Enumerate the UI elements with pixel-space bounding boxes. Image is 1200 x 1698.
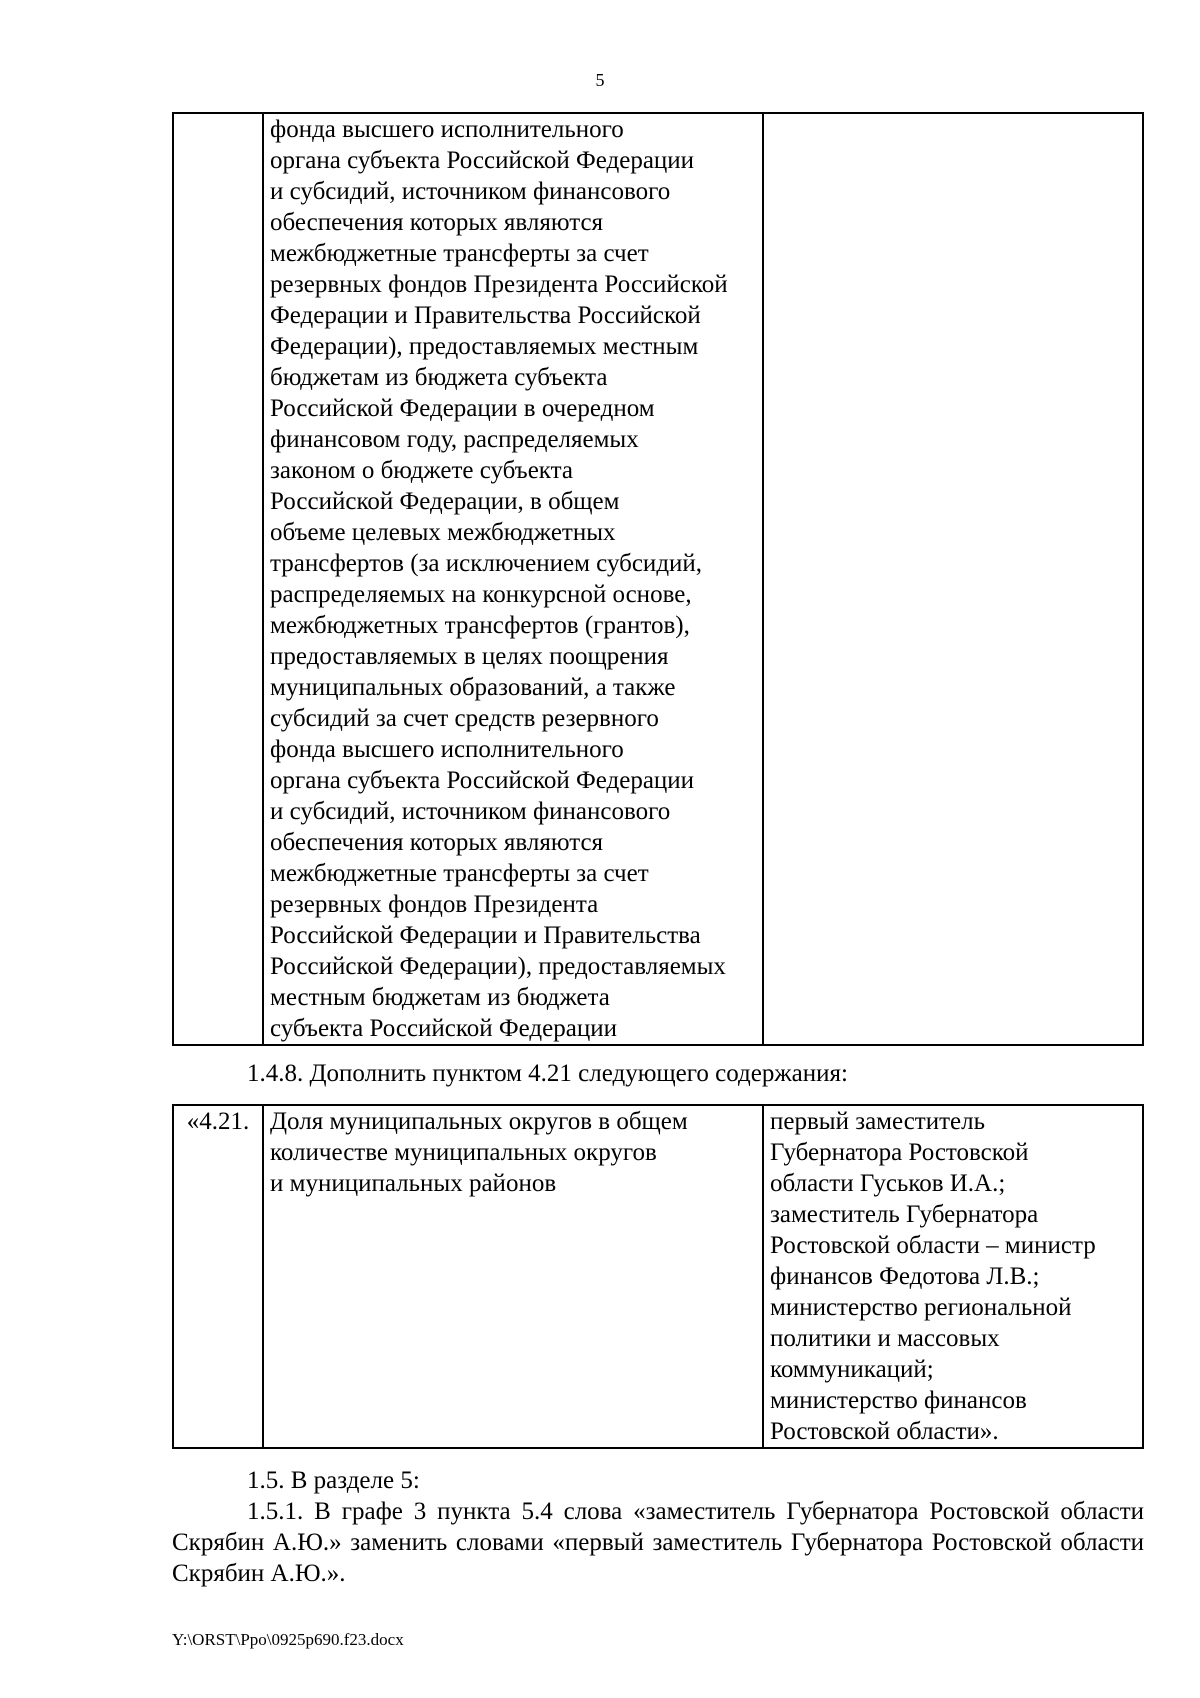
text-line: органа субъекта Российской Федерации bbox=[270, 147, 695, 174]
page-number: 5 bbox=[595, 70, 605, 90]
responsible-line: министерство региональной bbox=[770, 1294, 1072, 1321]
responsible-line: политики и массовых bbox=[770, 1325, 1000, 1352]
paragraph-1-5: 1.5. В разделе 5: bbox=[247, 1467, 420, 1494]
text-line: Доля муниципальных округов в общем bbox=[270, 1108, 688, 1135]
text-line: и субсидий, источником финансового bbox=[270, 178, 671, 205]
text-line: фонда высшего исполнительного bbox=[270, 736, 624, 763]
responsible-line: коммуникаций; bbox=[770, 1356, 934, 1383]
paragraph-1-4-8: 1.4.8. Дополнить пунктом 4.21 следующего содержания: bbox=[247, 1060, 848, 1087]
continuation-table bbox=[172, 112, 1144, 1046]
table-row bbox=[173, 1105, 1143, 1448]
table-row bbox=[173, 113, 1143, 1045]
text-line: межбюджетных трансфертов (грантов), bbox=[270, 612, 690, 639]
text-line: Российской Федерации и Правительства bbox=[270, 922, 701, 949]
text-line: резервных фондов Президента bbox=[270, 891, 599, 918]
text-line: местным бюджетам из бюджета bbox=[270, 984, 610, 1011]
item-text-cell bbox=[263, 113, 763, 1045]
responsible-line: Ростовской области – министр bbox=[770, 1232, 1096, 1259]
text-line: предоставляемых в целях поощрения bbox=[270, 643, 669, 670]
text-line: объеме целевых межбюджетных bbox=[270, 519, 616, 546]
text-line: и муниципальных районов bbox=[270, 1170, 557, 1197]
item-number-cell: «4.21. bbox=[173, 1105, 263, 1448]
text-line: субсидий за счет средств резервного bbox=[270, 705, 659, 732]
item-number-cell bbox=[173, 113, 263, 1045]
responsible-line: министерство финансов bbox=[770, 1387, 1027, 1414]
responsible-line: области Гуськов И.А.; bbox=[770, 1170, 1006, 1197]
text-line: межбюджетные трансферты за счет bbox=[270, 860, 649, 887]
text-line: Российской Федерации в очередном bbox=[270, 395, 655, 422]
responsible-line: финансов Федотова Л.В.; bbox=[770, 1263, 1040, 1290]
text-line: количестве муниципальных округов bbox=[270, 1139, 657, 1166]
text-line: законом о бюджете субъекта bbox=[270, 457, 573, 484]
responsible-line: заместитель Губернатора bbox=[770, 1201, 1039, 1228]
responsible-cell bbox=[763, 1105, 1143, 1448]
paragraph-1-5-1: 1.5.1. В графе 3 пункта 5.4 слова «заместитель Губернатора Ростовской области Скрябин А.Ю.» заменить словами «первый заместитель Губернатора Ростовской области Скрябин А.Ю.». bbox=[172, 1498, 1144, 1587]
text-line: Федерации), предоставляемых местным bbox=[270, 333, 699, 360]
text-line: фонда высшего исполнительного bbox=[270, 116, 624, 143]
item-4-21-table bbox=[172, 1104, 1144, 1449]
text-line: муниципальных образований, а также bbox=[270, 674, 676, 701]
responsible-line: Ростовской области». bbox=[770, 1418, 999, 1445]
responsible-line: Губернатора Ростовской bbox=[770, 1139, 1029, 1166]
text-line: распределяемых на конкурсной основе, bbox=[270, 581, 692, 608]
text-line: обеспечения которых являются bbox=[270, 829, 604, 856]
responsible-line: первый заместитель bbox=[770, 1108, 986, 1135]
text-line: бюджетам из бюджета субъекта bbox=[270, 364, 608, 391]
text-line: органа субъекта Российской Федерации bbox=[270, 767, 695, 794]
item-text-cell bbox=[263, 1105, 763, 1448]
text-line: резервных фондов Президента Российской bbox=[270, 271, 728, 298]
responsible-cell bbox=[763, 113, 1143, 1045]
text-line: обеспечения которых являются bbox=[270, 209, 604, 236]
text-line: субъекта Российской Федерации bbox=[270, 1015, 617, 1042]
footer-file-path: Y:\ORST\Ppo\0925p690.f23.docx bbox=[172, 1630, 404, 1649]
text-line: Федерации и Правительства Российской bbox=[270, 302, 701, 329]
text-line: трансфертов (за исключением субсидий, bbox=[270, 550, 703, 577]
text-line: и субсидий, источником финансового bbox=[270, 798, 671, 825]
text-line: финансовом году, распределяемых bbox=[270, 426, 639, 453]
text-line: межбюджетные трансферты за счет bbox=[270, 240, 649, 267]
text-line: Российской Федерации, в общем bbox=[270, 488, 620, 515]
text-line: Российской Федерации), предоставляемых bbox=[270, 953, 726, 980]
